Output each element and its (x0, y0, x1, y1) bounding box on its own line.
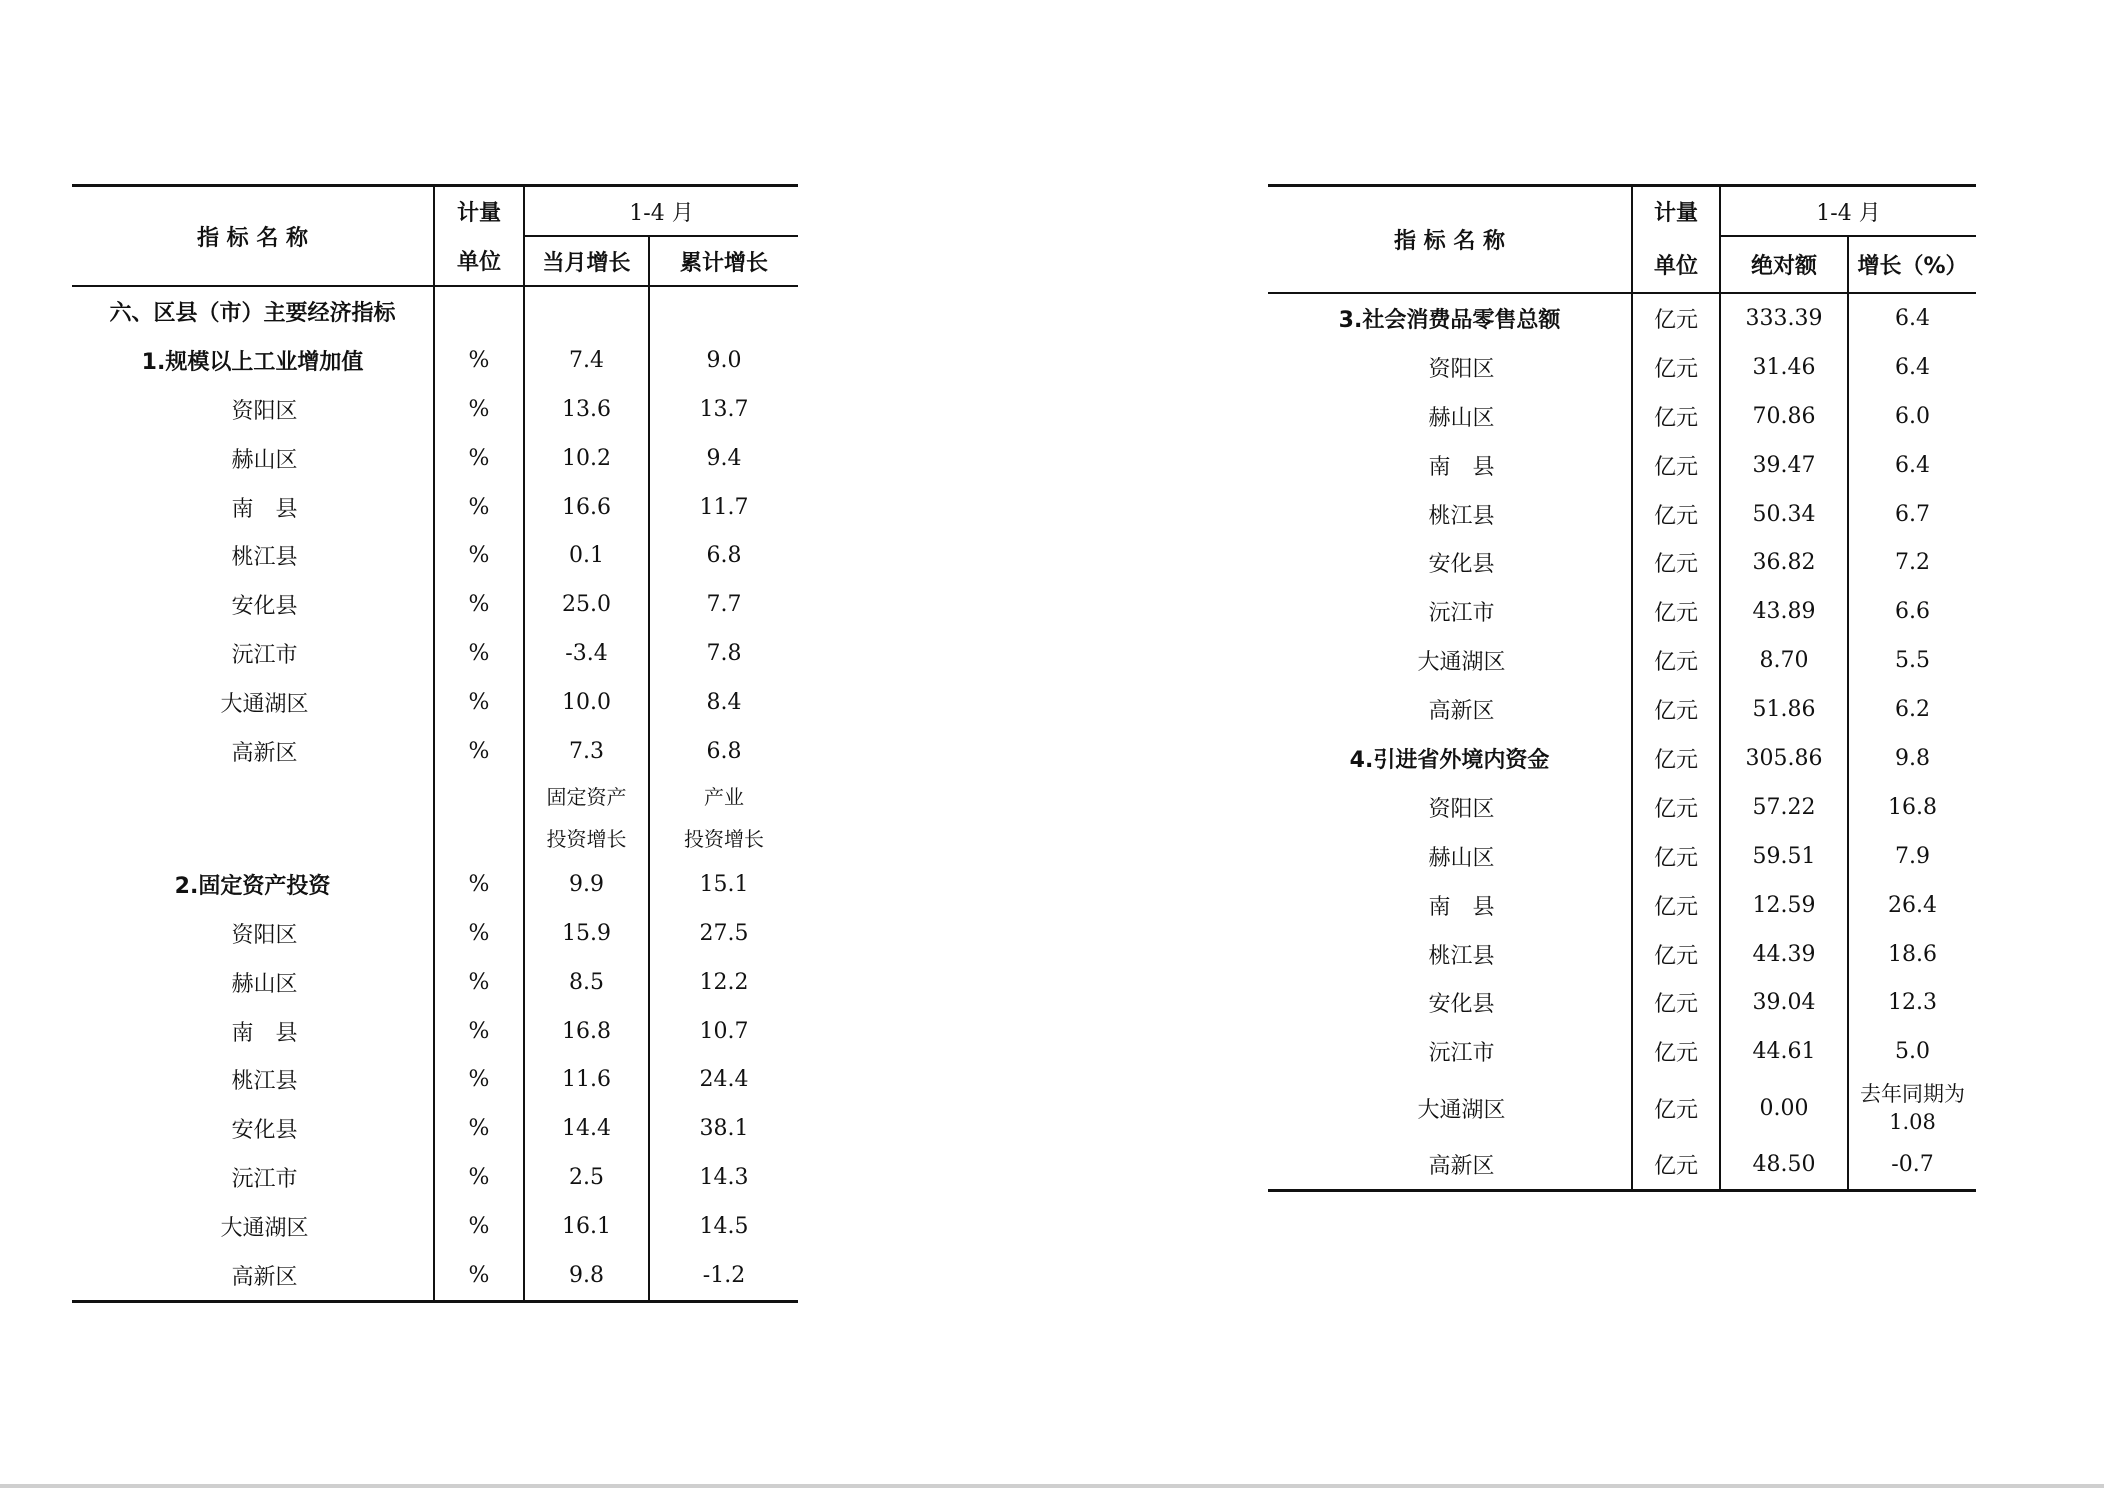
row-value-a: 39.47 (1720, 441, 1848, 490)
row-value-a: 57.22 (1720, 783, 1848, 832)
row-value-b: -0.7 (1848, 1140, 1976, 1190)
row-value-b: 12.2 (649, 958, 798, 1007)
header-unit-line1: 计量 (434, 186, 524, 237)
row-unit: % (434, 531, 524, 580)
row-value-b: 6.0 (1848, 392, 1976, 441)
row-unit: 亿元 (1632, 1027, 1720, 1076)
row-value-a: 43.89 (1720, 587, 1848, 636)
row-unit: 亿元 (1632, 343, 1720, 392)
table-row (72, 1202, 798, 1251)
header-period: 1-4 月 (524, 186, 798, 237)
row-unit: 亿元 (1632, 293, 1720, 343)
header-name: 指 标 名 称 (1268, 186, 1632, 294)
header-period: 1-4 月 (1720, 186, 1976, 237)
table-row (72, 580, 798, 629)
table-row (72, 909, 798, 958)
row-unit: % (434, 860, 524, 909)
page-bottom-edge (0, 1484, 2104, 1488)
row-unit: % (434, 434, 524, 483)
row-value-a: 31.46 (1720, 343, 1848, 392)
table-row (1268, 293, 1976, 343)
header-col-monthly-growth: 当月增长 (524, 236, 649, 286)
row-unit: % (434, 727, 524, 776)
row-name: 安化县 (1428, 992, 1495, 1018)
row-unit: % (434, 1055, 524, 1104)
row-value-a: 39.04 (1720, 978, 1848, 1027)
row-unit: % (434, 1007, 524, 1056)
row-value-a: 50.34 (1720, 490, 1848, 539)
row-value-a: 11.6 (524, 1055, 649, 1104)
row-unit: 亿元 (1632, 1140, 1720, 1190)
row-unit: 亿元 (1632, 392, 1720, 441)
row-value-a: 0.1 (524, 531, 649, 580)
row-name: 2.固定资产投资 (174, 873, 331, 899)
row-name: 高新区 (72, 1251, 434, 1301)
table-row (72, 727, 798, 776)
row-unit: 亿元 (1632, 685, 1720, 734)
row-value-b-note: 去年同期为 1.08 (1848, 1076, 1976, 1140)
row-unit: % (434, 385, 524, 434)
row-value-b: 27.5 (649, 909, 798, 958)
header-col-absolute: 绝对额 (1720, 236, 1848, 293)
row-value-b: -1.2 (649, 1251, 798, 1301)
row-value-a: 16.6 (524, 483, 649, 532)
row-name: 赫山区 (1428, 845, 1495, 871)
table-row (72, 678, 798, 727)
row-unit: 亿元 (1632, 978, 1720, 1027)
row-name: 资阳区 (1428, 356, 1495, 382)
row-value-a: 9.9 (524, 860, 649, 909)
row-name: 大通湖区 (1417, 650, 1506, 676)
row-value-b: 6.4 (1848, 343, 1976, 392)
row-unit: % (434, 629, 524, 678)
row-value-b: 38.1 (649, 1104, 798, 1153)
table-row (1268, 685, 1976, 734)
row-unit: 亿元 (1632, 832, 1720, 881)
row-value-a: 8.5 (524, 958, 649, 1007)
table-row (1268, 636, 1976, 685)
row-unit: 亿元 (1632, 636, 1720, 685)
row-name: 大通湖区 (1417, 1097, 1506, 1123)
row-unit: % (434, 580, 524, 629)
table-row (1268, 343, 1976, 392)
row-value-a: 8.70 (1720, 636, 1848, 685)
table-row (72, 1104, 798, 1153)
row-unit: 亿元 (1632, 538, 1720, 587)
row-value-a: 333.39 (1720, 293, 1848, 343)
row-value-a: 44.39 (1720, 930, 1848, 979)
row-name: 沅江市 (1428, 601, 1495, 627)
row-value-a: 48.50 (1720, 1140, 1848, 1190)
table-row (1268, 783, 1976, 832)
row-unit: 亿元 (1632, 930, 1720, 979)
header-name: 指 标 名 称 (72, 186, 434, 287)
row-value-a: 12.59 (1720, 881, 1848, 930)
row-value-b: 7.7 (649, 580, 798, 629)
table-row (72, 1251, 798, 1301)
table-row (1268, 930, 1976, 979)
row-value-b: 16.8 (1848, 783, 1976, 832)
table-row (1268, 978, 1976, 1027)
row-value-b: 6.7 (1848, 490, 1976, 539)
row-name: 安化县 (1428, 552, 1495, 578)
row-value-a: 16.8 (524, 1007, 649, 1056)
table-row (72, 531, 798, 580)
row-name: 资阳区 (231, 922, 298, 948)
header-unit-line2: 单位 (434, 236, 524, 286)
row-value-a: 2.5 (524, 1153, 649, 1202)
row-name: 3.社会消费品零售总额 (1338, 307, 1561, 333)
subheader-industry-investment-growth: 产业 投资增长 (649, 776, 798, 860)
row-unit: 亿元 (1632, 734, 1720, 783)
row-value-b: 18.6 (1848, 930, 1976, 979)
row-value-a: 10.0 (524, 678, 649, 727)
table-row (1268, 881, 1976, 930)
row-value-a: 9.8 (524, 1251, 649, 1301)
row-name: 高新区 (1428, 699, 1495, 725)
row-value-a: 14.4 (524, 1104, 649, 1153)
row-value-a: 51.86 (1720, 685, 1848, 734)
row-unit: 亿元 (1632, 490, 1720, 539)
row-value-b: 9.4 (649, 434, 798, 483)
table-row (72, 1055, 798, 1104)
table-row (1268, 538, 1976, 587)
row-value-b: 9.8 (1848, 734, 1976, 783)
table-row (72, 629, 798, 678)
row-unit: % (434, 909, 524, 958)
row-value-b: 9.0 (649, 336, 798, 385)
row-value-a: 36.82 (1720, 538, 1848, 587)
row-name: 1.规模以上工业增加值 (141, 349, 364, 375)
row-name: 桃江县 (1428, 943, 1495, 969)
row-unit: 亿元 (1632, 1076, 1720, 1140)
table-row (72, 1153, 798, 1202)
section-title: 六、区县（市）主要经济指标 (109, 300, 396, 326)
row-unit: % (434, 958, 524, 1007)
table-row (1268, 490, 1976, 539)
header-col-growth: 增长（%） (1848, 236, 1976, 293)
row-unit: % (434, 1202, 524, 1251)
row-value-b: 11.7 (649, 483, 798, 532)
row-name: 大通湖区 (220, 692, 309, 718)
row-value-b: 24.4 (649, 1055, 798, 1104)
header-unit-line1: 计量 (1632, 186, 1720, 237)
table-row (72, 1007, 798, 1056)
row-value-b: 6.8 (649, 727, 798, 776)
row-name: 4.引进省外境内资金 (1349, 747, 1550, 773)
table-row (72, 860, 798, 909)
row-value-a: 25.0 (524, 580, 649, 629)
row-name: 赫山区 (231, 447, 298, 473)
row-name: 沅江市 (231, 1167, 298, 1193)
row-value-a: 7.3 (524, 727, 649, 776)
table-row (72, 434, 798, 483)
row-value-b: 8.4 (649, 678, 798, 727)
table-row (1268, 1076, 1976, 1140)
row-value-a: -3.4 (524, 629, 649, 678)
row-name: 南 县 (1428, 454, 1495, 480)
row-value-b: 10.7 (649, 1007, 798, 1056)
row-value-b: 6.6 (1848, 587, 1976, 636)
row-value-b: 6.8 (649, 531, 798, 580)
row-unit: 亿元 (1632, 587, 1720, 636)
row-value-b: 5.0 (1848, 1027, 1976, 1076)
table-row (1268, 441, 1976, 490)
row-value-a: 16.1 (524, 1202, 649, 1251)
header-col-cumulative-growth: 累计增长 (649, 236, 798, 286)
row-name: 南 县 (231, 496, 298, 522)
row-value-a: 70.86 (1720, 392, 1848, 441)
row-name: 资阳区 (1428, 796, 1495, 822)
row-value-a: 305.86 (1720, 734, 1848, 783)
row-value-a: 7.4 (524, 336, 649, 385)
row-unit: 亿元 (1632, 881, 1720, 930)
table-row (1268, 734, 1976, 783)
table-row (1268, 392, 1976, 441)
row-unit: % (434, 1153, 524, 1202)
row-unit: 亿元 (1632, 783, 1720, 832)
row-unit: % (434, 483, 524, 532)
table-row (1268, 1140, 1976, 1190)
row-value-b: 5.5 (1848, 636, 1976, 685)
row-value-b: 12.3 (1848, 978, 1976, 1027)
row-value-b: 7.8 (649, 629, 798, 678)
table-row (1268, 587, 1976, 636)
left-stat-table (72, 184, 798, 1303)
table-row (72, 958, 798, 1007)
row-value-a: 59.51 (1720, 832, 1848, 881)
row-value-b: 6.4 (1848, 441, 1976, 490)
row-name: 高新区 (231, 740, 298, 766)
row-name: 桃江县 (231, 1069, 298, 1095)
row-value-a: 0.00 (1720, 1076, 1848, 1140)
row-value-b: 13.7 (649, 385, 798, 434)
row-value-b: 7.2 (1848, 538, 1976, 587)
row-value-b: 6.2 (1848, 685, 1976, 734)
row-value-b: 7.9 (1848, 832, 1976, 881)
row-name: 安化县 (231, 594, 298, 620)
row-unit: 亿元 (1632, 441, 1720, 490)
row-value-a: 13.6 (524, 385, 649, 434)
row-name: 沅江市 (231, 643, 298, 669)
table-row (72, 336, 798, 385)
row-name: 赫山区 (231, 971, 298, 997)
right-stat-table (1268, 184, 1976, 1192)
table-row (72, 483, 798, 532)
row-name: 资阳区 (231, 398, 298, 424)
row-name: 桃江县 (1428, 503, 1495, 529)
row-value-a: 10.2 (524, 434, 649, 483)
row-name: 安化县 (231, 1118, 298, 1144)
row-value-b: 26.4 (1848, 881, 1976, 930)
row-unit: % (434, 1251, 524, 1301)
row-value-b: 15.1 (649, 860, 798, 909)
row-name: 南 县 (231, 1020, 298, 1046)
subheader-row (72, 776, 798, 860)
row-name: 高新区 (1268, 1140, 1632, 1190)
table-row (72, 385, 798, 434)
row-unit: % (434, 1104, 524, 1153)
row-name: 大通湖区 (220, 1216, 309, 1242)
table-row (72, 286, 798, 336)
table-row (1268, 1027, 1976, 1076)
row-value-a: 15.9 (524, 909, 649, 958)
row-value-a: 44.61 (1720, 1027, 1848, 1076)
row-value-b: 14.5 (649, 1202, 798, 1251)
row-value-b: 6.4 (1848, 293, 1976, 343)
header-unit-line2: 单位 (1632, 236, 1720, 293)
row-name: 沅江市 (1428, 1041, 1495, 1067)
row-name: 赫山区 (1428, 405, 1495, 431)
row-unit: % (434, 678, 524, 727)
subheader-fixed-asset-investment-growth: 固定资产 投资增长 (524, 776, 649, 860)
row-unit: % (434, 336, 524, 385)
row-name: 桃江县 (231, 545, 298, 571)
table-row (1268, 832, 1976, 881)
row-name: 南 县 (1428, 894, 1495, 920)
row-value-b: 14.3 (649, 1153, 798, 1202)
